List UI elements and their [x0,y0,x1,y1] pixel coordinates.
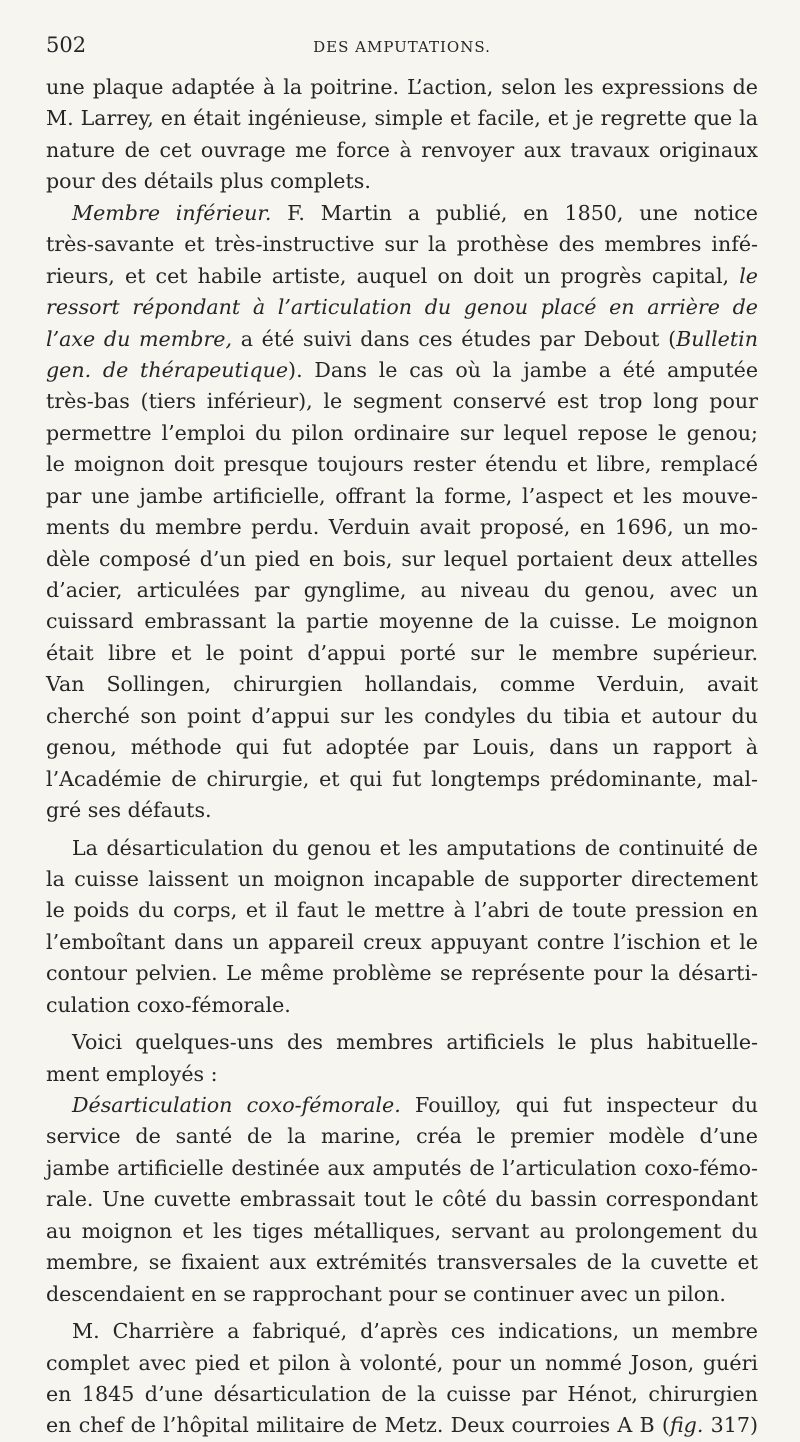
text-line: contour pelvien. Le même problème se représente pour la désarti- [46,961,758,986]
text-line: très-bas (tiers inférieur), le segment conservé est trop long pour [46,389,758,414]
text-line: en 1845 d’une désarticulation de la cuisse par Hénot, chirurgien [46,1381,758,1406]
text-line [46,261,758,292]
text-run: rieurs, et cet habile artiste, auquel on doit un progrès capital, [46,263,740,288]
text-line: M. Charrière a fabriqué, d’après ces indications, un membre [72,1319,758,1344]
text-line: la cuisse laissent un moignon incapable de supporter directement [46,866,758,891]
text-line: était libre et le point d’appui porté sur le membre supérieur. [46,640,758,665]
text-line: M. Larrey, en était ingénieuse, simple et facile, et je regrette que la [46,106,758,131]
text-run: ). Dans le cas où la jambe a été amputée [288,357,759,382]
text-line: au moignon et les tiges métalliques, servant au prolongement du [46,1218,758,1243]
italic-run: Membre inférieur. [72,200,272,225]
text-run: 317) [703,1413,759,1438]
text-line: dèle composé d’un pied en bois, sur lequel portaient deux attelles [46,546,758,571]
text-line: d’acier, articulées par gynglime, au niveau du genou, avec un [46,578,758,602]
text-line: gré ses défauts. [46,798,212,823]
text-line: nature de cet ouvrage me force à renvoyer aux travaux originaux [46,137,758,162]
text-line: pour des détails plus complets. [46,169,371,194]
italic-run: le [739,263,758,288]
text-line [46,1090,758,1121]
text-line: rale. Une cuvette embrassait tout le côté du bassin correspondant [46,1187,758,1212]
text-line: complet avec pied et pilon à volonté, pour un nommé Joson, guéri [46,1350,758,1375]
text-line: membre, se fixaient aux extrémités transversales de la cuvette et [46,1250,758,1275]
italic-run: Bulletin [676,326,758,351]
text-line: jambe artificielle destinée aux amputés de l’articulation coxo-fémo- [46,1155,758,1180]
page-number: 502 [46,33,87,57]
text-line [46,1410,758,1441]
text-line: le poids du corps, et il faut le mettre à l’abri de toute pression en [46,898,758,923]
body-text [46,72,758,1442]
text-line: une plaque adaptée à la poitrine. L’action, selon les expressions de [46,75,758,99]
text-line: l’emboîtant dans un appareil creux appuyant contre l’ischion et le [46,929,758,954]
text-line: cherché son point d’appui sur les condyles du tibia et autour du [46,703,758,728]
text-line: le moignon doit presque toujours rester étendu et libre, remplacé [46,452,758,477]
text-line [46,324,758,355]
italic-run: l’axe du membre, [46,326,233,351]
text-line: par une jambe artificielle, offrant la forme, l’aspect et les mouve- [46,483,758,508]
italic-run: ressort répondant à l’articulation du genou placé en arrière de [46,295,758,320]
text-run: a été suivi dans ces études par Debout ( [232,326,677,351]
text-line [46,355,758,386]
text-line [46,198,758,229]
text-line: La désarticulation du genou et les amputations de continuité de [72,835,758,860]
text-line: Van Sollingen, chirurgien hollandais, comme Verduin, avait [46,672,758,697]
text-line: ment employés : [46,1061,218,1086]
running-head: DES AMPUTATIONS. [313,38,491,56]
page-header [46,33,758,63]
text-line: genou, méthode qui fut adoptée par Louis, dans un rapport à [46,735,758,760]
italic-run: fig. [669,1413,704,1438]
text-run: F. Martin a publié, en 1850, une notice [271,200,758,225]
text-line: très-savante et très-instructive sur la prothèse des membres infé- [46,232,758,257]
text-run: en chef de l’hôpital militaire de Metz. Deux courroies A B ( [46,1413,670,1438]
text-line: culation coxo-fémorale. [46,992,291,1017]
text-line: l’Académie de chirurgie, et qui fut longtemps prédominante, mal- [46,766,758,791]
text-line [46,292,758,323]
text-line: permettre l’emploi du pilon ordinaire sur lequel repose le genou; [46,420,758,445]
text-line: ments du membre perdu. Verduin avait proposé, en 1696, un mo- [46,515,758,540]
text-run: Fouilloy, qui fut inspecteur du [400,1093,758,1117]
text-line: descendaient en se rapprochant pour se continuer avec un pilon. [46,1281,726,1306]
italic-run: Désarticulation coxo-fémorale. [72,1093,401,1117]
text-line: service de santé de la marine, créa le premier modèle d’une [46,1124,758,1149]
italic-run: gen. de thérapeutique [46,357,289,382]
text-line: cuissard embrassant la partie moyenne de la cuisse. Le moignon [46,609,758,634]
text-line: Voici quelques-uns des membres artificiels le plus habituelle- [72,1030,758,1055]
